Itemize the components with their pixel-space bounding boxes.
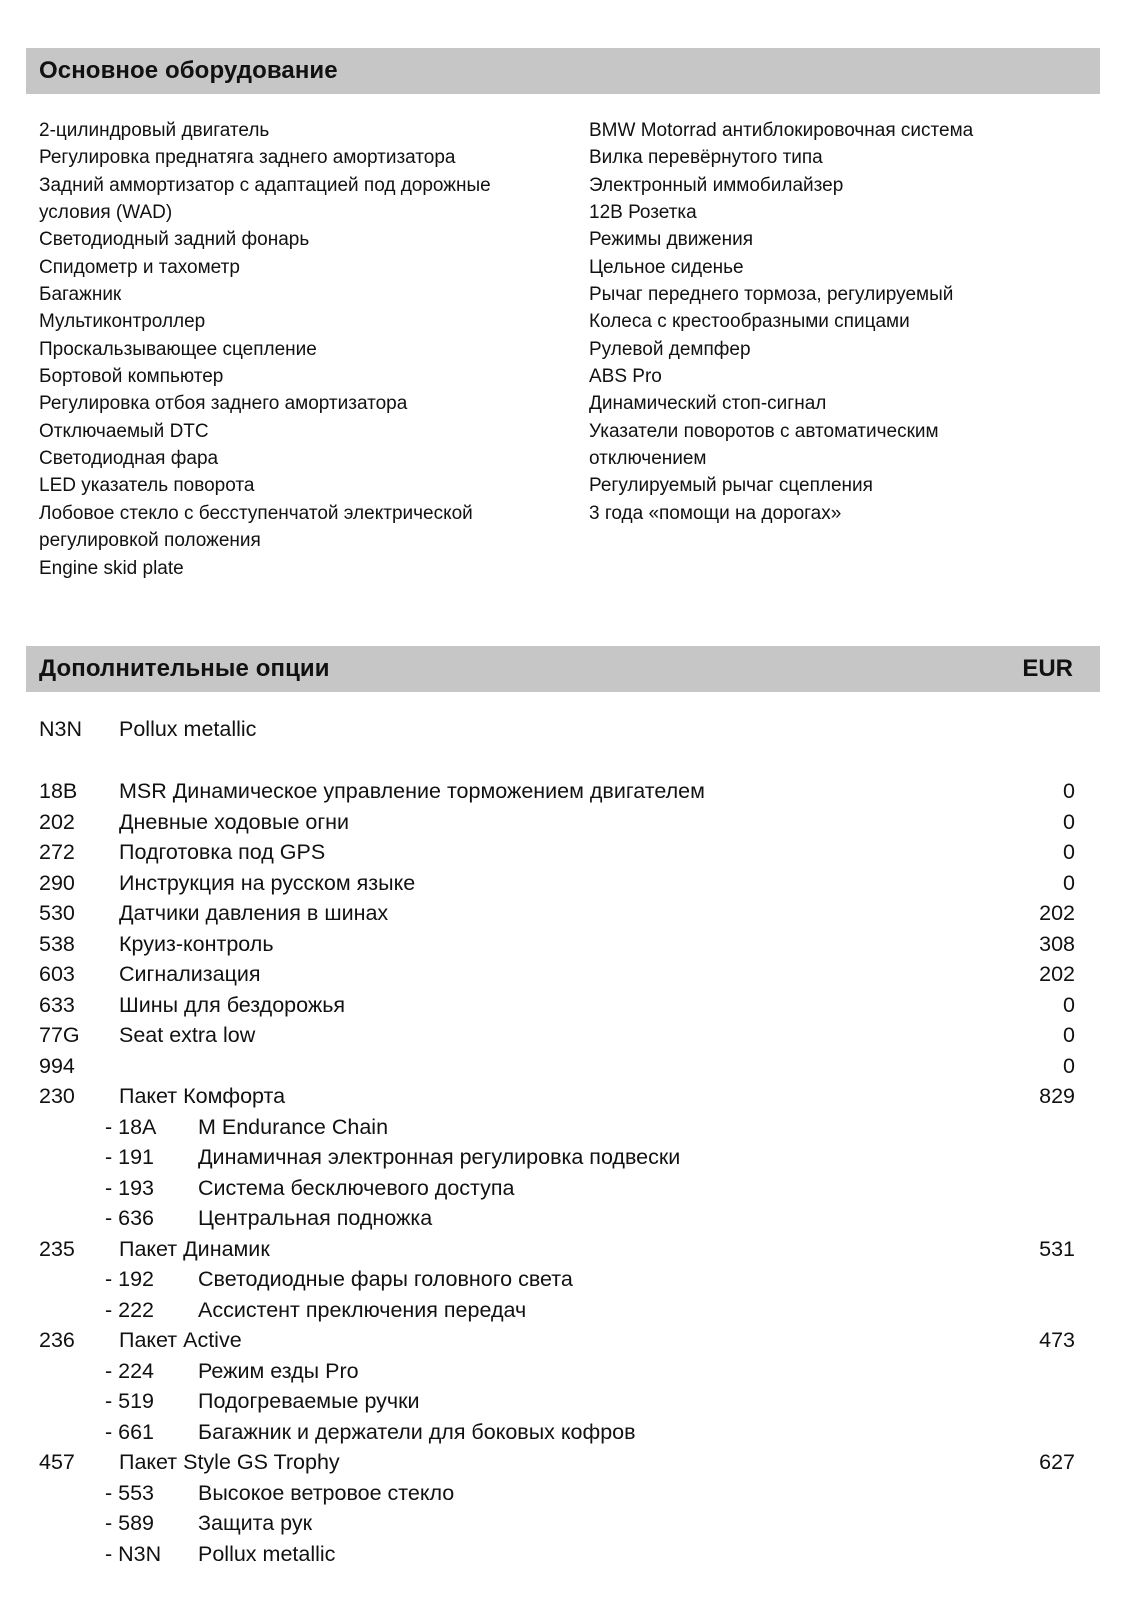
option-price: 473 [1039,1328,1075,1352]
option-name: Seat extra low [119,1023,256,1047]
option-price: 308 [1039,931,1075,956]
list-item: Задний аммортизатор с адаптацией под дорожные [39,174,491,196]
list-item: отключением [589,448,707,470]
list-item: Вилка перевёрнутого типа [589,147,823,169]
option-name: Инструкция на русском языке [119,870,416,895]
option-name: Режим езды Pro [198,1358,359,1383]
table-row [39,807,1075,837]
color-row [39,714,1075,744]
list-item: Колеса с крестообразными спицами [589,311,910,333]
option-code: - 589 [105,1511,155,1535]
option-code: 457 [39,1450,75,1474]
option-name: Центральная подножка [198,1206,433,1230]
list-item: Бортовой компьютер [39,366,224,388]
option-name: M Endurance Chain [198,1114,389,1139]
option-name: Датчики давления в шинах [119,901,389,925]
options-title: Дополнительные опции [39,655,330,682]
package-item [39,1264,1075,1294]
package-row [39,1447,1075,1477]
standard-equipment-header [26,48,1100,94]
list-item: Цельное сиденье [589,256,744,278]
table-row [39,929,1075,959]
package-row [39,1081,1075,1111]
option-price: 0 [1063,840,1075,864]
package-item [39,1508,1075,1538]
list-item: Багажник [39,284,122,306]
option-name: Светодиодные фары головного света [198,1267,573,1291]
option-name: Подогреваемые ручки [198,1389,420,1413]
option-name: Багажник и держатели для боковых кофров [198,1419,636,1444]
list-item: Мультиконтроллер [39,311,206,333]
option-code: 603 [39,962,75,986]
list-item: Режимы движения [589,229,753,251]
list-item: Отключаемый DTC [39,420,209,442]
option-price: 0 [1063,1023,1075,1047]
option-code: - 661 [105,1419,155,1444]
list-item: Указатели поворотов с автоматическим [589,420,939,442]
option-name: Pollux metallic [119,717,257,741]
option-price: 0 [1063,1053,1075,1078]
list-item: Проскальзывающее сцепление [39,338,317,360]
option-code: 272 [39,840,75,864]
table-row [39,959,1075,989]
table-row [39,1020,1075,1050]
list-item: Светодиодный задний фонарь [39,229,310,251]
option-name: Сигнализация [119,962,261,986]
package-row [39,1234,1075,1264]
standard-equipment-list-right [589,117,1089,527]
option-code: N3N [39,717,83,741]
list-item: Электронный иммобилайзер [589,174,844,196]
list-item: Лобовое стекло с бесступенчатой электрической [39,502,473,524]
list-item: Рычаг переднего тормоза, регулируемый [589,284,954,306]
list-item: 12В Розетка [589,202,697,224]
option-code: - 192 [105,1267,155,1291]
option-price: 829 [1039,1084,1075,1108]
option-code: - 18A [105,1114,157,1139]
package-item [39,1417,1075,1447]
list-item: BMW Motorrad антиблокировочная система [589,120,974,141]
list-item: Рулевой демпфер [589,338,751,360]
option-name: Пакет Active [119,1328,242,1352]
list-item: регулировкой положения [39,530,261,552]
option-name: Защита рук [198,1511,313,1535]
list-item: Engine skid plate [39,557,184,579]
list-item: условия (WAD) [39,202,173,224]
option-price: 0 [1063,809,1075,834]
option-code: - 224 [105,1358,155,1383]
package-item [39,1173,1075,1203]
option-name: Pollux metallic [198,1541,336,1566]
package-item [39,1203,1075,1233]
list-item: Регулировка преднатяга заднего амортизатора [39,147,456,169]
option-name: Дневные ходовые огни [119,809,350,834]
option-name: Динамичная электронная регулировка подвески [198,1145,681,1169]
list-item: LED указатель поворота [39,475,255,497]
option-code: 18B [39,779,78,803]
option-price: 0 [1063,992,1075,1017]
option-name: Система бесключевого доступа [198,1175,515,1200]
standard-equipment-title: Основное оборудование [39,57,338,84]
option-code: 530 [39,901,75,925]
option-name: Высокое ветровое стекло [198,1480,455,1505]
standard-equipment-list-left [39,117,559,582]
option-price: 0 [1063,870,1075,895]
option-code: 994 [39,1053,75,1078]
package-item [39,1142,1075,1172]
option-code: 235 [39,1236,75,1261]
table-row [39,776,1075,806]
options-header [26,646,1100,692]
list-item: 3 года «помощи на дорогах» [589,502,842,524]
option-name: MSR Динамическое управление торможением двигателем [119,779,705,803]
option-code: 236 [39,1328,75,1352]
list-item: Спидометр и тахометр [39,256,240,278]
option-code: 290 [39,870,75,895]
option-code: - N3N [105,1541,162,1566]
option-code: 202 [39,809,75,834]
list-item: Регулировка отбоя заднего амортизатора [39,393,408,415]
package-row [39,1325,1075,1355]
option-code: 230 [39,1084,75,1108]
option-code: - 191 [105,1145,155,1169]
list-item: Регулируемый рычаг сцепления [589,475,873,497]
option-code: 538 [39,931,75,956]
option-name: Ассистент преключения передач [198,1297,527,1322]
option-code: 633 [39,992,75,1017]
table-row [39,990,1075,1020]
option-price: 0 [1063,779,1075,803]
table-row [39,1051,1075,1081]
table-row [39,868,1075,898]
option-code: - 222 [105,1297,155,1322]
package-item [39,1112,1075,1142]
currency-label: EUR [1022,655,1073,682]
list-item: 2-цилиндровый двигатель [39,120,270,141]
option-name: Пакет Style GS Trophy [119,1450,340,1474]
table-row [39,898,1075,928]
table-row [39,837,1075,867]
package-item [39,1386,1075,1416]
option-price: 627 [1039,1450,1075,1474]
option-name: Пакет Динамик [119,1236,270,1261]
package-item [39,1478,1075,1508]
package-item [39,1356,1075,1386]
package-item [39,1539,1075,1569]
option-name: Шины для бездорожья [119,992,346,1017]
option-code: - 193 [105,1175,155,1200]
option-name: Подготовка под GPS [119,840,326,864]
option-name: Круиз-контроль [119,931,274,956]
package-item [39,1295,1075,1325]
option-price: 202 [1039,962,1075,986]
list-item: ABS Pro [589,366,662,388]
option-code: 77G [39,1023,80,1047]
option-name: Пакет Комфорта [119,1084,286,1108]
option-price: 531 [1039,1236,1075,1261]
option-code: - 519 [105,1389,155,1413]
list-item: Светодиодная фара [39,448,219,470]
option-price: 202 [1039,901,1075,925]
option-code: - 636 [105,1206,155,1230]
list-item: Динамический стоп-сигнал [589,393,827,415]
option-code: - 553 [105,1480,155,1505]
